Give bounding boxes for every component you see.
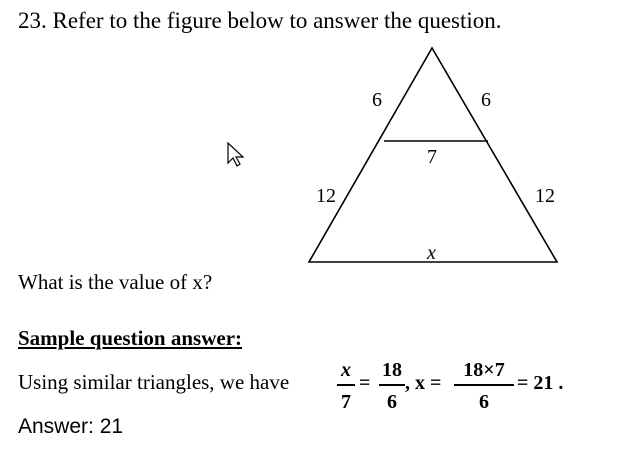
label-right-top: 6 [481,89,491,111]
frac3-bar [454,384,514,386]
frac3-numerator: 18×7 [463,359,505,381]
fraction-18-over-6 [379,360,405,412]
question-title: 23. Refer to the figure below to answer the question. [18,8,502,33]
frac3-denominator: 6 [479,390,489,413]
label-mid-segment: 7 [427,146,437,168]
frac1-numerator: x [341,359,351,381]
solution-intro: Using similar triangles, we have [18,370,290,394]
label-base: x [427,242,436,264]
answer-heading: Sample question answer: [18,326,243,350]
frac2-numerator: 18 [382,359,402,381]
question-prompt: What is the value of x? [18,270,213,294]
final-answer: Answer: 21 [18,415,124,438]
label-right-bottom: 12 [535,185,555,207]
frac2-bar [379,384,405,386]
label-left-bottom: 12 [316,185,336,207]
label-left-top: 6 [372,89,382,111]
x-equals-text: , x = [405,372,442,394]
mouse-pointer-icon [228,143,243,166]
result-text: = 21 . [517,372,564,394]
equals-sign: = [359,372,371,394]
frac2-denominator: 6 [387,390,397,413]
fraction-x-over-7 [337,360,355,412]
frac1-bar [337,384,355,386]
fraction-18x7-over-6 [454,360,514,412]
frac1-denominator: 7 [341,390,351,413]
